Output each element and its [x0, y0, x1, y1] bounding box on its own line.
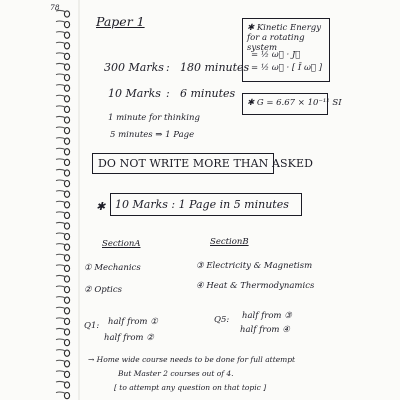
q5-line-2: half from ④: [240, 325, 290, 335]
spiral-ring: [56, 191, 70, 198]
spiral-ring: [56, 328, 70, 335]
time-180: 180 minutes: [180, 61, 250, 74]
q1-line-2: half from ②: [104, 333, 154, 343]
spiral-ring: [56, 275, 70, 282]
section-b-item-2: ④ Heat & Thermodynamics: [196, 281, 315, 291]
spiral-ring: [56, 297, 70, 304]
section-a-item-1: ① Mechanics: [84, 263, 141, 273]
spiral-ring: [56, 339, 70, 346]
time-separator: :: [166, 61, 170, 74]
gravitational-constant: ✱ G = 6.67 × 10⁻¹¹ SI: [247, 98, 342, 108]
rate-box: [110, 193, 302, 216]
section-a-item-2: ② Optics: [84, 285, 122, 295]
spiral-ring: [56, 222, 70, 229]
q1-line-1: half from ①: [108, 317, 158, 327]
spiral-ring: [56, 318, 70, 325]
spiral-ring: [56, 53, 70, 60]
spiral-ring: [56, 127, 70, 134]
spiral-ring: [56, 381, 70, 388]
spiral-ring: [56, 265, 70, 272]
gravitational-constant-box: [242, 93, 342, 115]
spiral-ring: [56, 244, 70, 251]
footer-line-2: But Master 2 courses out of 4.: [118, 369, 234, 378]
time-separator: :: [166, 87, 170, 100]
star-bullet-icon: ✱: [247, 23, 257, 33]
rate-text: 10 Marks : 1 Page in 5 minutes: [115, 198, 289, 211]
q1-label: Q1:: [84, 321, 100, 331]
spiral-ring: [56, 307, 70, 314]
spiral-ring: [56, 350, 70, 357]
page-rate-note: 5 minutes ⇒ 1 Page: [110, 130, 195, 140]
spiral-ring: [56, 138, 70, 145]
kinetic-energy-note-box: [242, 18, 330, 82]
spiral-ring: [56, 392, 70, 399]
spiral-ring: [56, 74, 70, 81]
spiral-ring: [56, 116, 70, 123]
footer-line-3: [ to attempt any question on that topic ]: [114, 383, 267, 392]
spiral-ring: [56, 371, 70, 378]
kinetic-energy-note-title: ✱ Kinetic Energy for a rotating system: [247, 23, 322, 53]
spiral-ring: [56, 169, 70, 176]
star-bullet-icon: ✱: [96, 200, 106, 213]
spiral-ring: [56, 32, 70, 39]
spiral-ring: [56, 148, 70, 155]
thinking-note: 1 minute for thinking: [108, 113, 200, 123]
warning-box: [92, 153, 314, 174]
spiral-ring: [56, 85, 70, 92]
kinetic-energy-formula-2: = ½ ω⃗ · [ Ī ω⃗ ]: [251, 63, 323, 73]
marks-300: 300 Marks: [104, 61, 164, 74]
spiral-ring: [56, 254, 70, 261]
section-a-title: SectionA: [102, 239, 141, 249]
spiral-ring: [56, 63, 70, 70]
section-b-title: SectionB: [210, 237, 249, 247]
star-bullet-icon: ✱: [247, 98, 257, 108]
spiral-ring: [56, 180, 70, 187]
kinetic-energy-formula-1: = ½ ω⃗ · J⃗: [251, 50, 301, 60]
spiral-ring: [56, 212, 70, 219]
section-b-item-1: ③ Electricity & Magnetism: [196, 261, 313, 271]
spiral-ring: [56, 106, 70, 113]
spiral-ring: [56, 42, 70, 49]
spiral-ring: [56, 286, 70, 293]
time-6: 6 minutes: [180, 87, 236, 100]
spiral-ring: [56, 159, 70, 166]
spiral-binding: [0, 0, 80, 400]
warning-text: DO NOT WRITE MORE THAN ASKED: [98, 157, 314, 170]
page-title: Paper 1: [96, 14, 145, 29]
marks-10: 10 Marks: [108, 87, 161, 100]
spiral-ring: [56, 95, 70, 102]
footer-line-1: → Home wide course needs to be done for full attempt: [88, 355, 296, 364]
q5-line-1: half from ③: [242, 311, 292, 321]
page-corner-number: 78: [50, 3, 60, 12]
spiral-ring: [56, 21, 70, 28]
q5-label: Q5:: [214, 315, 230, 325]
spiral-ring: [56, 201, 70, 208]
spiral-ring: [56, 233, 70, 240]
spiral-ring: [56, 360, 70, 367]
